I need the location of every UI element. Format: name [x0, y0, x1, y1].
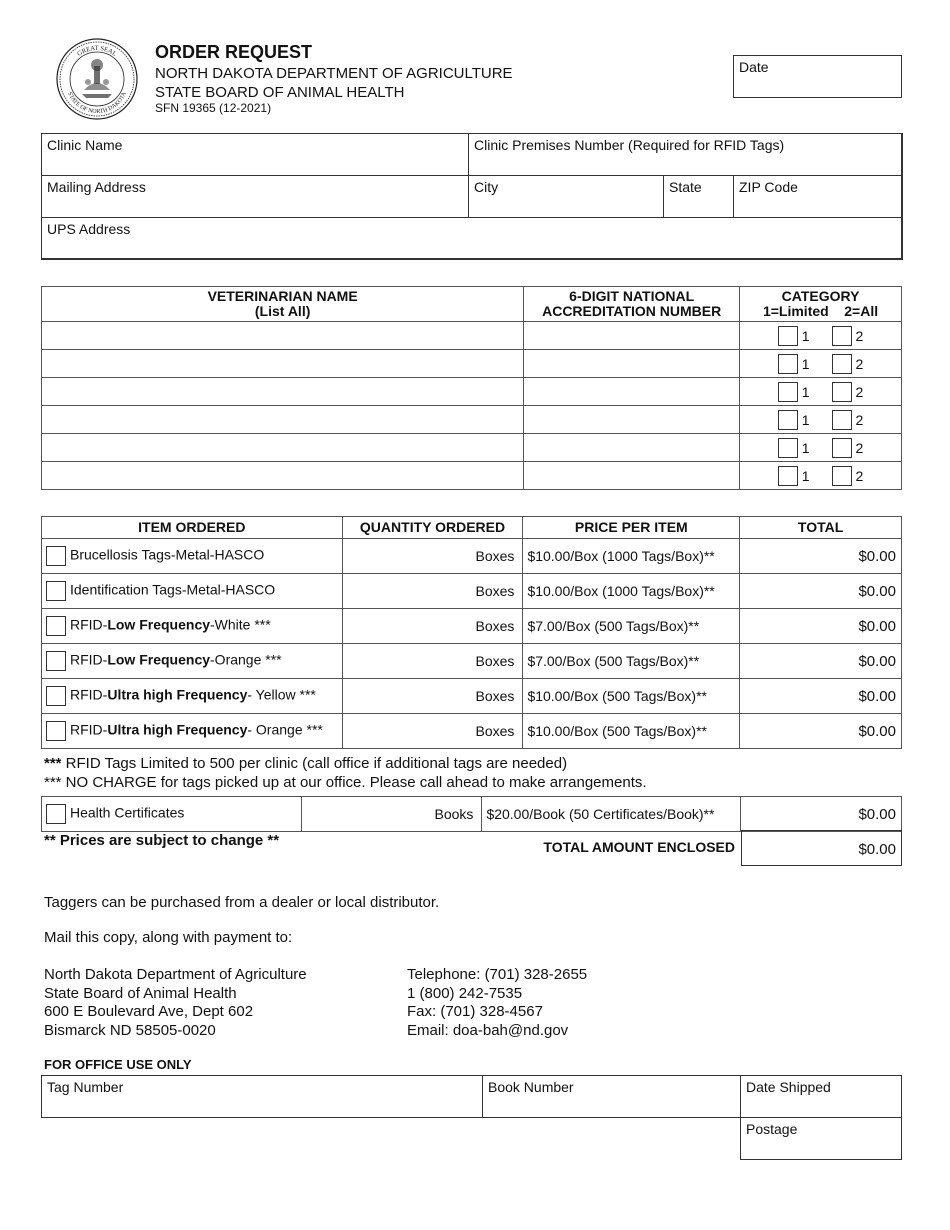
category-limited-checkbox[interactable]	[778, 354, 798, 374]
veterinarian-header-row	[42, 287, 902, 322]
veterinarian-row	[42, 322, 902, 350]
item-checkbox[interactable]	[46, 721, 66, 741]
office-use-heading: FOR OFFICE USE ONLY	[44, 1057, 192, 1072]
item-unit: Boxes	[475, 688, 515, 704]
date-field[interactable]	[733, 55, 902, 98]
category-option-2: 2	[855, 355, 864, 372]
veterinarian-row	[42, 406, 902, 434]
toll-free-number: 1 (800) 242-7535	[407, 984, 523, 1002]
item-checkbox[interactable]	[46, 546, 66, 566]
item-checkbox[interactable]	[46, 686, 66, 706]
certificates-row	[42, 797, 902, 832]
item-cell	[42, 644, 343, 679]
accreditation-number-field[interactable]	[524, 434, 740, 462]
vet-name-field[interactable]	[42, 350, 524, 378]
address-line-2: State Board of Animal Health	[44, 984, 237, 1002]
item-label: RFID-Low Frequency-White ***	[70, 616, 271, 633]
item-price: $7.00/Box (500 Tags/Box)**	[523, 644, 740, 679]
item-quantity-field[interactable]	[342, 539, 523, 574]
category-cell	[740, 322, 902, 350]
item-row	[42, 574, 902, 609]
telephone: Telephone: (701) 328-2655	[407, 966, 588, 983]
veterinarian-row	[42, 378, 902, 406]
zip-code-label: ZIP Code	[739, 179, 798, 195]
item-unit: Boxes	[475, 548, 515, 564]
veterinarian-table	[41, 286, 902, 490]
vet-name-field[interactable]	[42, 462, 524, 490]
date-label: Date	[739, 59, 769, 75]
contact-block	[407, 966, 587, 1040]
category-option-1: 1	[801, 439, 810, 456]
certificates-total: $0.00	[741, 797, 902, 832]
state-label: State	[669, 179, 702, 195]
mailing-address-label: Mailing Address	[47, 179, 146, 195]
item-label: RFID-Low Frequency-Orange ***	[70, 651, 282, 668]
category-all-checkbox[interactable]	[832, 466, 852, 486]
item-label: RFID-Ultra high Frequency- Yellow ***	[70, 686, 316, 703]
accreditation-header: 6-DIGIT NATIONAL ACCREDITATION NUMBER	[524, 287, 740, 322]
item-quantity-field[interactable]	[342, 609, 523, 644]
ups-address-field[interactable]	[41, 217, 903, 260]
total-header: TOTAL	[740, 517, 902, 539]
email-address: Email: doa-bah@nd.gov	[407, 1021, 569, 1039]
item-quantity-field[interactable]	[342, 714, 523, 749]
category-limited-checkbox[interactable]	[778, 410, 798, 430]
date-shipped-field[interactable]	[740, 1075, 902, 1118]
total-amount-label: TOTAL AMOUNT ENCLOSED	[543, 839, 735, 855]
item-row	[42, 539, 902, 574]
item-price: $10.00/Box (1000 Tags/Box)**	[523, 539, 740, 574]
category-all-checkbox[interactable]	[832, 438, 852, 458]
items-table	[41, 516, 902, 749]
veterinarian-row	[42, 462, 902, 490]
tag-number-field[interactable]	[41, 1075, 483, 1118]
certificates-price: $20.00/Book (50 Certificates/Book)**	[482, 797, 741, 832]
item-price: $10.00/Box (500 Tags/Box)**	[523, 714, 740, 749]
item-total: $0.00	[740, 644, 902, 679]
category-option-1: 1	[801, 467, 810, 484]
state-field[interactable]	[663, 175, 734, 218]
item-unit: Boxes	[475, 583, 515, 599]
department-name: NORTH DAKOTA DEPARTMENT OF AGRICULTURE	[155, 65, 513, 82]
category-all-checkbox[interactable]	[832, 354, 852, 374]
category-option-1: 1	[801, 327, 810, 344]
mailing-address-field[interactable]	[41, 175, 469, 218]
item-cell	[42, 539, 343, 574]
item-cell	[42, 609, 343, 644]
certificates-checkbox[interactable]	[46, 804, 66, 824]
book-number-field[interactable]	[482, 1075, 741, 1118]
vet-name-field[interactable]	[42, 322, 524, 350]
mailing-address-block	[44, 966, 307, 1040]
category-option-1: 1	[801, 355, 810, 372]
item-total: $0.00	[740, 714, 902, 749]
item-price: $7.00/Box (500 Tags/Box)**	[523, 609, 740, 644]
category-cell	[740, 462, 902, 490]
item-quantity-field[interactable]	[342, 644, 523, 679]
category-option-1: 1	[801, 411, 810, 428]
item-price: $10.00/Box (500 Tags/Box)**	[523, 679, 740, 714]
accreditation-number-field[interactable]	[524, 322, 740, 350]
city-field[interactable]	[468, 175, 664, 218]
item-cell	[42, 574, 343, 609]
veterinarian-row	[42, 350, 902, 378]
ups-address-label: UPS Address	[47, 221, 131, 237]
category-cell	[740, 350, 902, 378]
fax-number: Fax: (701) 328-4567	[407, 1003, 543, 1020]
rfid-limit-note: *** RFID Tags Limited to 500 per clinic (call office if additional tags are needed)	[44, 755, 568, 772]
category-option-1: 1	[801, 383, 810, 400]
zip-code-field[interactable]	[733, 175, 903, 218]
taggers-note: Taggers can be purchased from a dealer or local distributor.	[44, 894, 440, 911]
certificates-item-cell	[42, 797, 302, 832]
form-number: SFN 19365 (12-2021)	[155, 101, 272, 115]
item-row	[42, 644, 902, 679]
date-shipped-label: Date Shipped	[746, 1079, 831, 1095]
prices-change-note: ** Prices are subject to change **	[44, 832, 280, 849]
item-unit: Boxes	[475, 618, 515, 634]
item-checkbox[interactable]	[46, 581, 66, 601]
postage-field[interactable]	[740, 1117, 902, 1160]
category-option-2: 2	[855, 383, 864, 400]
address-line-1: North Dakota Department of Agriculture	[44, 966, 307, 983]
category-header: CATEGORY 1=Limited 2=All	[740, 287, 902, 322]
category-all-checkbox[interactable]	[832, 382, 852, 402]
category-all-checkbox[interactable]	[832, 326, 852, 346]
category-cell	[740, 406, 902, 434]
category-limited-checkbox[interactable]	[778, 326, 798, 346]
mail-instruction: Mail this copy, along with payment to:	[44, 929, 293, 946]
item-quantity-field[interactable]	[342, 574, 523, 609]
item-label: RFID-Ultra high Frequency- Orange ***	[70, 721, 323, 738]
book-number-label: Book Number	[488, 1079, 574, 1095]
item-ordered-header: ITEM ORDERED	[42, 517, 343, 539]
vet-name-field[interactable]	[42, 406, 524, 434]
category-cell	[740, 434, 902, 462]
item-checkbox[interactable]	[46, 616, 66, 636]
item-label: Brucellosis Tags-Metal-HASCO	[70, 546, 265, 563]
vet-name-header: VETERINARIAN NAME (List All)	[42, 287, 524, 322]
item-cell	[42, 679, 343, 714]
premises-number-label: Clinic Premises Number (Required for RFID Tags)	[474, 137, 785, 153]
vet-name-field[interactable]	[42, 378, 524, 406]
item-price: $10.00/Box (1000 Tags/Box)**	[523, 574, 740, 609]
form-title: ORDER REQUEST	[155, 42, 313, 62]
items-header-row	[42, 517, 902, 539]
grand-total-field: $0.00	[741, 830, 902, 866]
price-header: PRICE PER ITEM	[523, 517, 740, 539]
state-seal-logo	[56, 38, 138, 120]
item-unit: Boxes	[475, 723, 515, 739]
category-option-2: 2	[855, 411, 864, 428]
quantity-header: QUANTITY ORDERED	[342, 517, 523, 539]
category-limited-checkbox[interactable]	[778, 382, 798, 402]
item-total: $0.00	[740, 679, 902, 714]
clinic-info-section	[41, 133, 902, 259]
certificates-table	[41, 796, 902, 832]
category-option-2: 2	[855, 439, 864, 456]
clinic-name-field[interactable]	[41, 133, 469, 176]
tag-number-label: Tag Number	[47, 1079, 124, 1095]
vet-name-field[interactable]	[42, 434, 524, 462]
category-option-2: 2	[855, 327, 864, 344]
certificates-label: Health Certificates	[70, 804, 185, 821]
svg-text:GREAT SEAL: GREAT SEAL	[76, 44, 118, 58]
accreditation-number-field[interactable]	[524, 378, 740, 406]
item-cell	[42, 714, 343, 749]
accreditation-number-field[interactable]	[524, 350, 740, 378]
certificates-unit: Books	[434, 806, 474, 822]
board-name: STATE BOARD OF ANIMAL HEALTH	[155, 84, 405, 101]
category-cell	[740, 378, 902, 406]
premises-number-field[interactable]	[468, 133, 903, 176]
address-line-4: Bismarck ND 58505-0020	[44, 1021, 216, 1039]
veterinarian-row	[42, 434, 902, 462]
postage-label: Postage	[746, 1121, 798, 1137]
category-option-2: 2	[855, 467, 864, 484]
category-all-checkbox[interactable]	[832, 410, 852, 430]
item-checkbox[interactable]	[46, 651, 66, 671]
svg-text:STATE OF NORTH DAKOTA: STATE OF NORTH DAKOTA	[66, 91, 128, 116]
item-row	[42, 679, 902, 714]
item-row	[42, 609, 902, 644]
item-total: $0.00	[740, 609, 902, 644]
city-label: City	[474, 179, 499, 195]
accreditation-number-field[interactable]	[524, 462, 740, 490]
category-limited-checkbox[interactable]	[778, 438, 798, 458]
item-total: $0.00	[740, 574, 902, 609]
address-line-3: 600 E Boulevard Ave, Dept 602	[44, 1003, 254, 1020]
no-charge-note: *** NO CHARGE for tags picked up at our office. Please call ahead to make arrangements.	[44, 774, 647, 791]
item-quantity-field[interactable]	[342, 679, 523, 714]
category-limited-checkbox[interactable]	[778, 466, 798, 486]
clinic-name-label: Clinic Name	[47, 137, 123, 153]
certificates-quantity-field[interactable]	[301, 797, 482, 832]
item-unit: Boxes	[475, 653, 515, 669]
item-row	[42, 714, 902, 749]
accreditation-number-field[interactable]	[524, 406, 740, 434]
item-total: $0.00	[740, 539, 902, 574]
item-label: Identification Tags-Metal-HASCO	[70, 581, 276, 598]
